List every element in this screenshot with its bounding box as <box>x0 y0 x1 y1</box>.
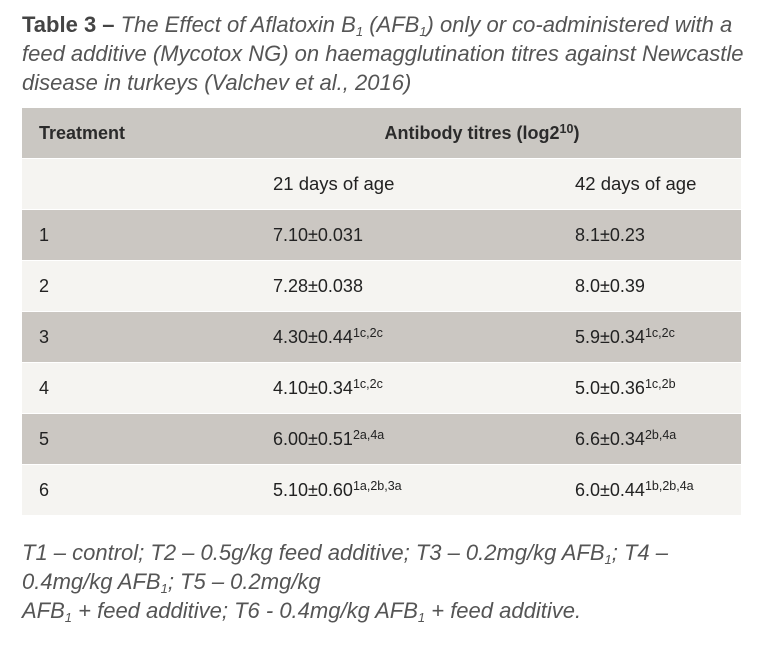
table-row <box>22 414 741 465</box>
data-table <box>22 108 741 515</box>
subheader-21-days: 21 days of age <box>273 159 575 210</box>
cell-21-days: 7.10±0.031 <box>273 210 575 261</box>
subheader-42-days: 42 days of age <box>575 159 741 210</box>
table-row <box>22 465 741 516</box>
caption-subscript: 1 <box>355 24 364 39</box>
cell-treatment: 3 <box>22 312 273 363</box>
cell-treatment: 1 <box>22 210 273 261</box>
caption-text: ) only or co-administered with a feed additive (Mycotox NG) on haemagglutination titres against Newcastle disease in turkeys (Valchev et al., 2016) <box>22 12 744 95</box>
table-row <box>22 363 741 414</box>
header-antibody-titres: Antibody titres $(\log 2^{10})$ <box>273 108 741 159</box>
cell-42-days: 8.0±0.39 <box>575 261 741 312</box>
cell-superscript: 2a,4a <box>352 427 385 442</box>
table-row <box>22 312 741 363</box>
cell-21-days: $4.30\pm 0.44^{1c,2c}$ <box>273 312 575 363</box>
cell-42-days: $5.0\pm 0.36^{1c,2b}$ <box>575 363 741 414</box>
caption-subscript: 1 <box>419 24 427 39</box>
table-caption <box>22 10 747 97</box>
subheader-empty <box>22 159 273 210</box>
cell-superscript: 1c,2b <box>644 376 676 391</box>
table-header-row <box>22 108 741 159</box>
table-row <box>22 261 741 312</box>
cell-42-days: 8.1±0.23 <box>575 210 741 261</box>
table-footnote: T1 – control; T2 – 0.5g/kg feed additive; T3 – 0.2mg/kg $AFB_1$; T4 – 0.4mg/kg $AFB_1$; T5 – 0.2mg/kg $AFB_1$ + feed additive; T6 - 0.4mg/kg $AFB_1$ + feed additive. <box>22 540 668 625</box>
cell-superscript: 2b,4a <box>644 427 677 442</box>
cell-treatment: 5 <box>22 414 273 465</box>
cell-42-days: $6.6\pm 0.34^{2b,4a}$ <box>575 414 741 465</box>
cell-superscript: 1c,2c <box>352 376 383 391</box>
cell-treatment: 6 <box>22 465 273 516</box>
cell-21-days: $4.10\pm 0.34^{1c,2c}$ <box>273 363 575 414</box>
cell-superscript: 1c,2c <box>644 325 675 340</box>
header-treatment: Treatment <box>22 108 273 159</box>
caption-label: Table 3 – <box>22 12 115 37</box>
table-row <box>22 210 741 261</box>
cell-21-days: 7.28±0.038 <box>273 261 575 312</box>
cell-superscript: 1c,2c <box>352 325 383 340</box>
cell-21-days: $6.00\pm 0.51^{2a,4a}$ <box>273 414 575 465</box>
cell-superscript: 1a,2b,3a <box>352 478 402 493</box>
table-subheader-row <box>22 159 741 210</box>
cell-42-days: $6.0\pm 0.44^{1b,2b,4a}$ <box>575 465 741 516</box>
caption-text: (AFB <box>363 12 420 37</box>
cell-42-days: $5.9\pm 0.34^{1c,2c}$ <box>575 312 741 363</box>
cell-superscript: 1b,2b,4a <box>644 478 694 493</box>
caption-text: The Effect of Aflatoxin B <box>114 12 356 37</box>
cell-treatment: 4 <box>22 363 273 414</box>
header-superscript: 10 <box>559 121 574 136</box>
cell-21-days: $5.10\pm 0.60^{1a,2b,3a}$ <box>273 465 575 516</box>
cell-treatment: 2 <box>22 261 273 312</box>
